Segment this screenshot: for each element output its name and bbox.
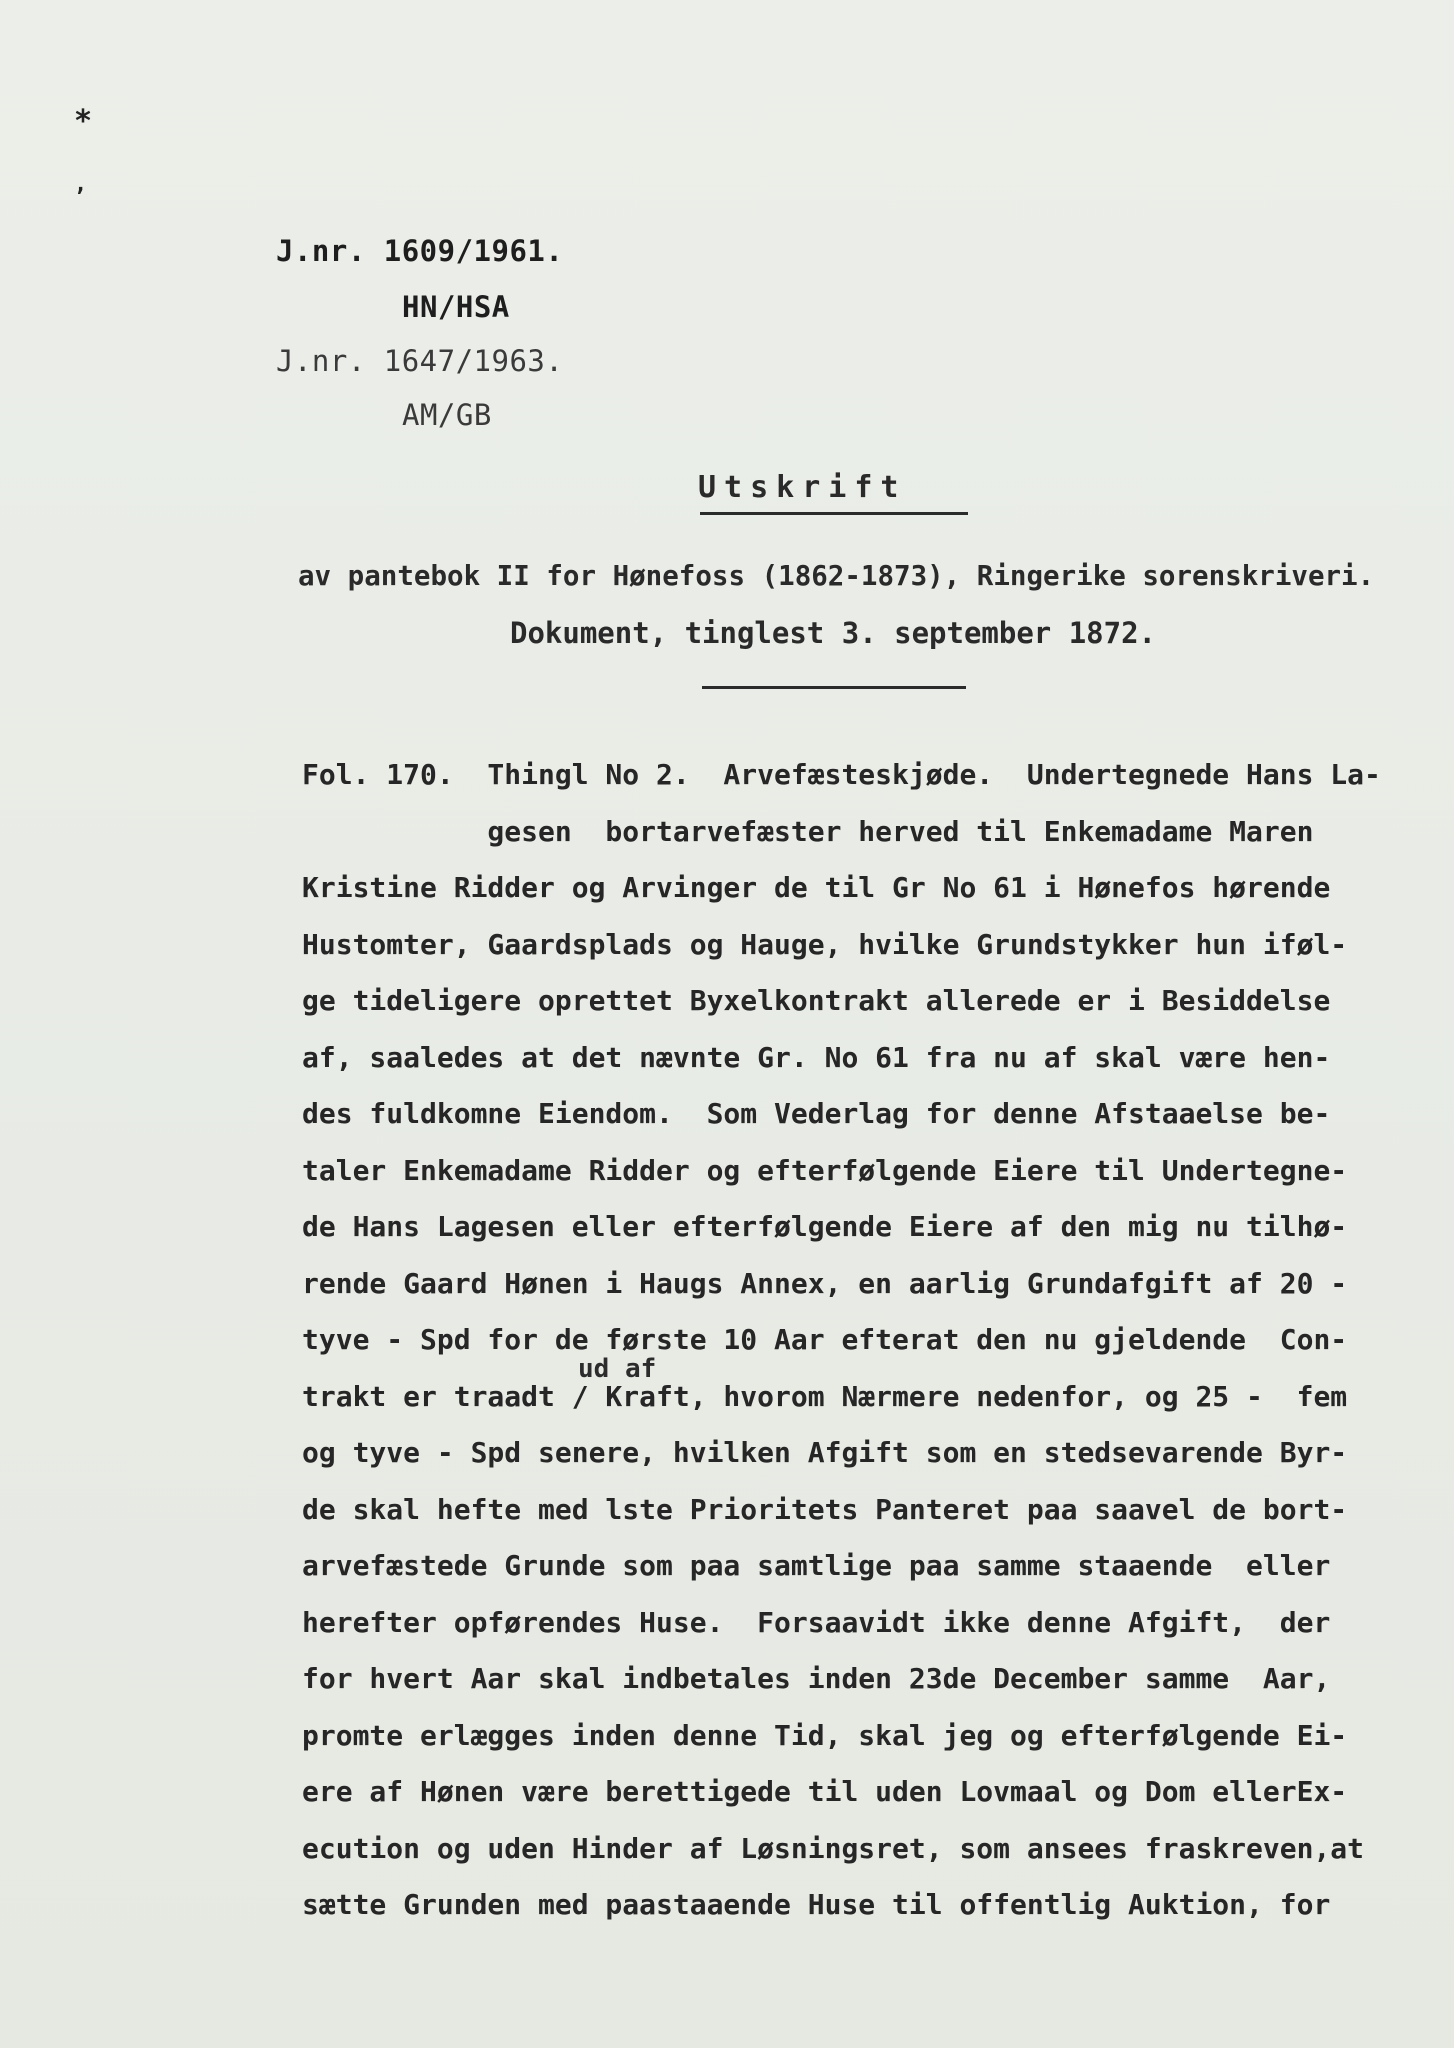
body-line: ere af Hønen være berettigede til uden Lovmaal og Dom ellerEx-	[302, 1775, 1348, 1808]
body-line: ecution og uden Hinder af Løsningsret, som ansees fraskreven,at	[302, 1832, 1365, 1865]
body-line: Kristine Ridder og Arvinger de til Gr No 61 i Hønefos hørende	[302, 871, 1331, 904]
body-line: de Hans Lagesen eller efterfølgende Eiere af den mig nu tilhø-	[302, 1210, 1348, 1243]
margin-mark-top: *	[74, 104, 93, 139]
interlinear-note: ud af	[578, 1354, 657, 1384]
body-line: gesen bortarvefæster herved til Enkemadame Maren	[302, 815, 1314, 848]
subtitle-line-1: av pantebok II for Hønefoss (1862-1873), Ringerike sorenskriveri.	[298, 560, 1375, 592]
section-divider	[702, 686, 966, 689]
body-line: af, saaledes at det nævnte Gr. No 61 fra nu af skal være hen-	[302, 1041, 1331, 1074]
body-line: promte erlægges inden denne Tid, skal jeg og efterfølgende Ei-	[302, 1719, 1348, 1752]
journal-number-1: J.nr. 1609/1961.	[276, 234, 564, 268]
body-line: de skal hefte med lste Prioritets Panteret paa saavel de bort-	[302, 1493, 1348, 1526]
body-line: og tyve - Spd senere, hvilken Afgift som en stedsevarende Byr-	[302, 1436, 1348, 1469]
body-line: for hvert Aar skal indbetales inden 23de December samme Aar,	[302, 1662, 1331, 1695]
title-underline	[700, 512, 968, 515]
journal-initials-2: AM/GB	[402, 398, 492, 432]
body-line: tyve - Spd for de første 10 Aar efterat den nu gjeldende Con-	[302, 1323, 1348, 1356]
body-line: taler Enkemadame Ridder og efterfølgende Eiere til Undertegne-	[302, 1154, 1348, 1187]
body-line: trakt er traadt / Kraft, hvorom Nærmere nedenfor, og 25 - fem	[302, 1380, 1348, 1413]
body-line: sætte Grunden med paastaaende Huse til offentlig Auktion, for	[302, 1888, 1331, 1921]
document-title: Utskrift	[698, 470, 907, 505]
body-line: herefter opførendes Huse. Forsaavidt ikke denne Afgift, der	[302, 1606, 1331, 1639]
body-line: arvefæstede Grunde som paa samtlige paa samme staaende eller	[302, 1549, 1331, 1582]
journal-initials-1: HN/HSA	[402, 290, 510, 324]
body-line: Hustomter, Gaardsplads og Hauge, hvilke Grundstykker hun iføl-	[302, 928, 1348, 961]
margin-mark-bottom: ,	[74, 172, 88, 197]
body-line: des fuldkomne Eiendom. Som Vederlag for denne Afstaaelse be-	[302, 1097, 1331, 1130]
body-line: ge tideligere oprettet Byxelkontrakt allerede er i Besiddelse	[302, 984, 1331, 1017]
body-line: Fol. 170. Thingl No 2. Arvefæsteskjøde. Undertegnede Hans La-	[302, 758, 1381, 791]
body-line: rende Gaard Hønen i Haugs Annex, en aarlig Grundafgift af 20 -	[302, 1267, 1348, 1300]
subtitle-line-2: Dokument, tinglest 3. september 1872.	[510, 616, 1157, 650]
journal-number-2: J.nr. 1647/1963.	[276, 344, 564, 378]
